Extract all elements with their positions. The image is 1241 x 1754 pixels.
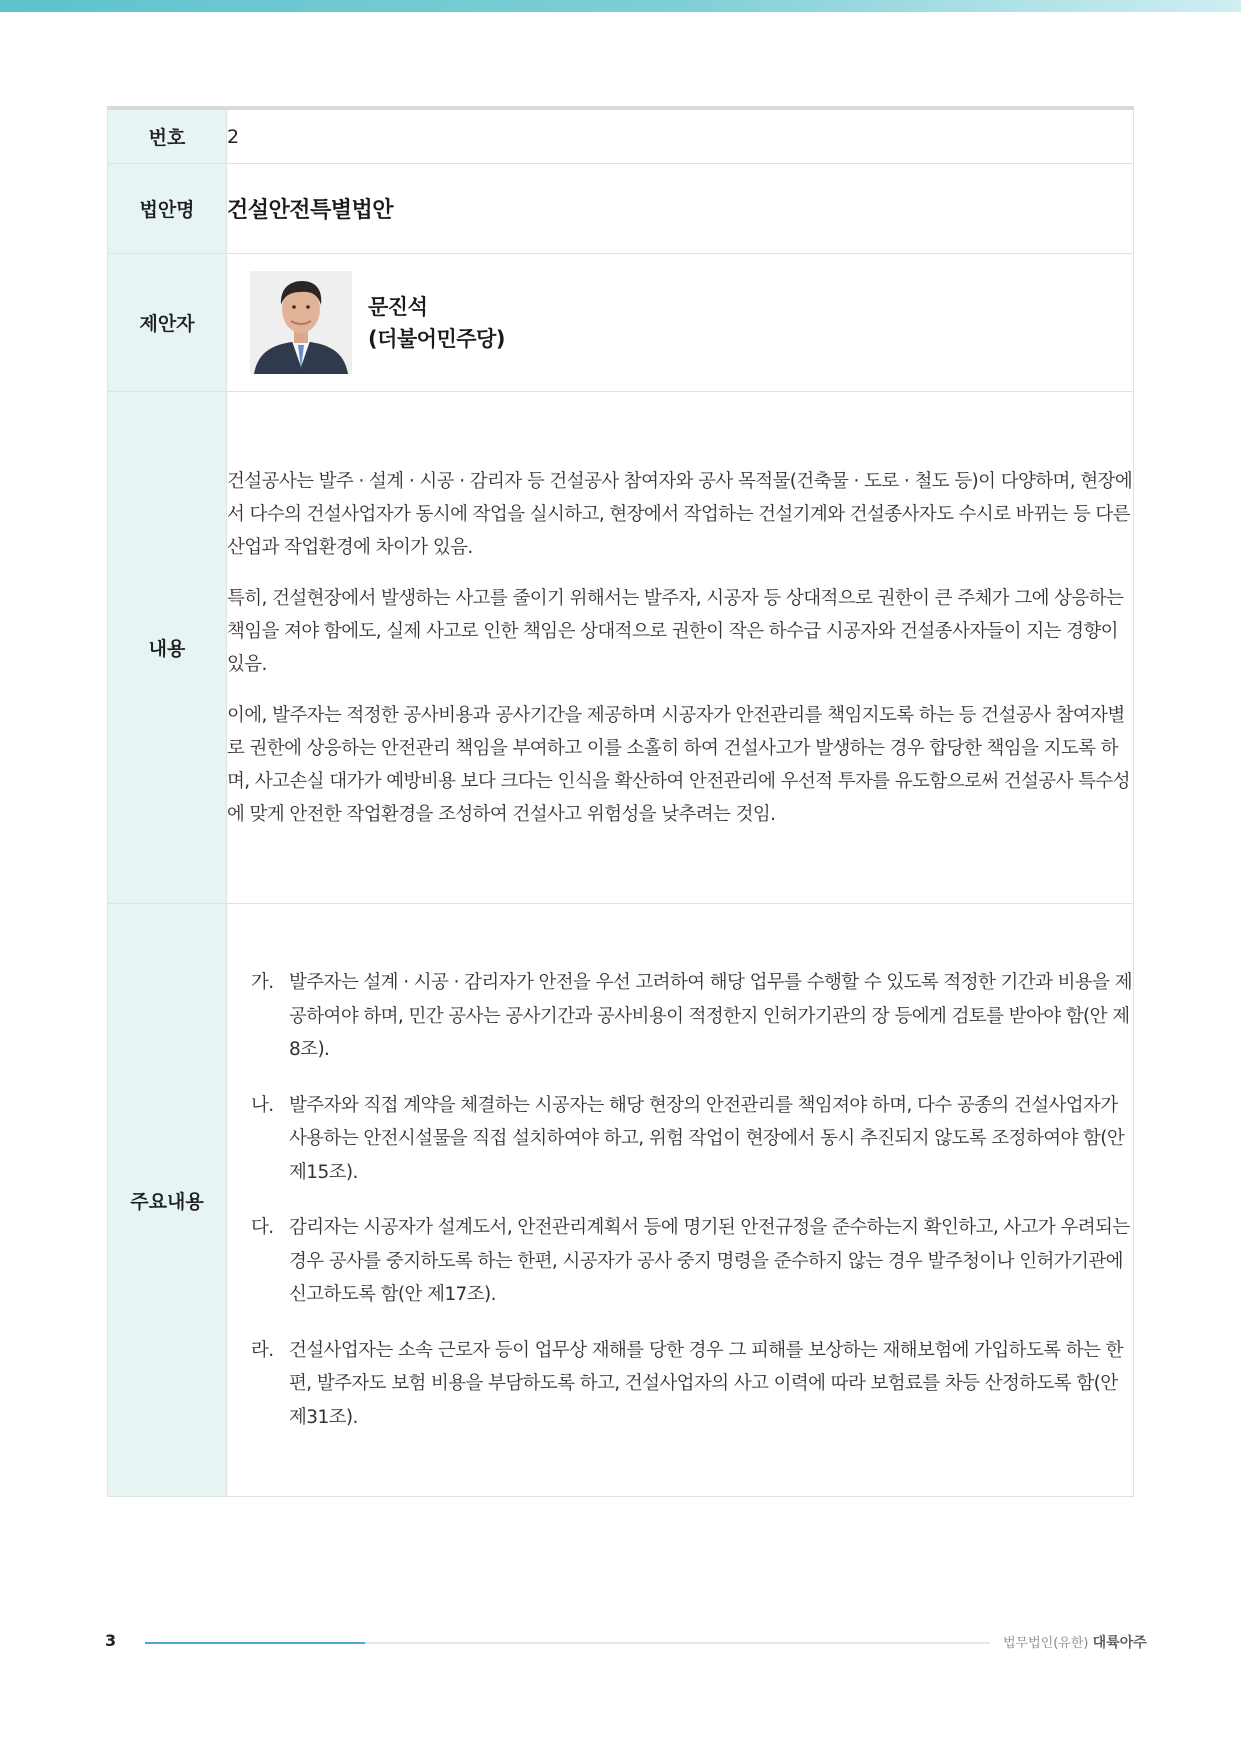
main-item [251,1089,1133,1190]
firm-brand-bold: 대륙아주 [1092,1635,1147,1651]
page-number: 3 [105,1631,117,1650]
proposer-name: 문진석 [368,294,428,319]
content-paragraph: 특히, 건설현장에서 발생하는 사고를 줄이기 위해서는 발주자, 시공자 등 상대적으로 권한이 큰 주체가 그에 상응하는 책임을 져야 함에도, 실제 사고로 인한 책임은 상대적으로 권한이 작은 하수급 시공자와 건설종사자들이 지는 경향이 있음. [227,587,1124,675]
content-paragraph: 건설공사는 발주 · 설계 · 시공 · 감리자 등 건설공사 참여자와 공사 목적물(건축물 · 도로 · 철도 등)이 다양하며, 현장에서 다수의 건설사업자가 동시에 작업을 실시하고, 현장에서 작업하는 건설기계와 건설종사자도 수시로 바뀌는 등 다른 산업과 작업환경에 차이가 있음. [227,470,1133,558]
value-bill-title [227,164,1134,254]
main-item-text: 감리자는 시공자가 설계도서, 안전관리계획서 등에 명기된 안전규정을 준수하는지 확인하고, 사고가 우려되는 경우 공사를 중지하도록 하는 한편, 시공자가 공사 중지 명령을 준수하지 않는 경우 발주청이나 인허가기관에 신고하도록 함(안 제17조). [289,1217,1130,1305]
main-item [251,1334,1133,1435]
proposer-portrait-image [250,271,352,374]
bill-info-table [107,106,1134,1497]
value-number [227,108,1134,164]
value-proposer [227,254,1134,392]
bill-title: 건설안전특별법안 [227,198,394,223]
label-proposer: 제안자 [108,254,227,392]
firm-brand-small: 법무법인(유한) [1003,1636,1089,1651]
proposer-party: (더불어민주당) [368,326,505,351]
proposer-name-block [368,291,505,355]
main-item [251,966,1133,1067]
main-item-marker: 나. [251,1094,274,1116]
row-main-content [108,904,1134,1497]
row-content [108,392,1134,904]
main-item-marker: 라. [251,1339,274,1361]
label-main-content: 주요내용 [108,904,227,1497]
value-main-content [227,904,1134,1497]
page-progress-fill [145,1642,365,1644]
main-item-marker: 다. [251,1217,274,1238]
label-bill-title: 법안명 [108,164,227,254]
main-item-text: 발주자와 직접 계약을 체결하는 시공자는 해당 현장의 안전관리를 책임져야 하며, 다수 공종의 건설사업자가 사용하는 안전시설물을 직접 설치하여야 하고, 위험 작업이 현장에서 동시 추진되지 않도록 조정하여야 함(안 제15조). [289,1094,1125,1183]
row-number [108,108,1134,164]
value-content [227,392,1134,904]
main-item [251,1211,1133,1312]
page-progress-line [145,1642,990,1644]
label-number: 번호 [108,108,227,164]
firm-brand [1003,1632,1147,1652]
main-item-text: 발주자는 설계 · 시공 · 감리자가 안전을 우선 고려하여 해당 업무를 수행할 수 있도록 적정한 기간과 비용을 제공하여야 하며, 민간 공사는 공사기간과 공사비용이 적정한지 인허가기관의 장 등에게 검토를 받아야 함(안 제8조). [289,972,1132,1060]
main-item-text: 건설사업자는 소속 근로자 등이 업무상 재해를 당한 경우 그 피해를 보상하는 재해보험에 가입하도록 하는 한편, 발주자도 보험 비용을 부담하도록 하고, 건설사업자의 사고 이력에 따라 보험료를 차등 산정하도록 함(안 제31조). [289,1339,1123,1428]
proposer-photo [250,271,352,374]
content-paragraph: 이에, 발주자는 적정한 공사비용과 공사기간을 제공하며 시공자가 안전관리를 책임지도록 하는 등 건설공사 참여자별로 권한에 상응하는 안전관리 책임을 부여하고 이를 소홀히 하여 건설사고가 발생하는 경우 합당한 책임을 지도록 하며, 사고손실 대가가 예방비용 보다 크다는 인식을 확산하여 안전관리에 우선적 투자를 유도함으로써 건설공사 특수성에 맞게 안전한 작업환경을 조성하여 건설사고 위험성을 낮추려는 것임. [227,704,1130,825]
top-accent-bar [0,0,1241,12]
label-content: 내용 [108,392,227,904]
bill-number: 2 [227,125,240,148]
row-proposer [108,254,1134,392]
row-bill-title [108,164,1134,254]
main-item-marker: 가. [251,972,274,993]
